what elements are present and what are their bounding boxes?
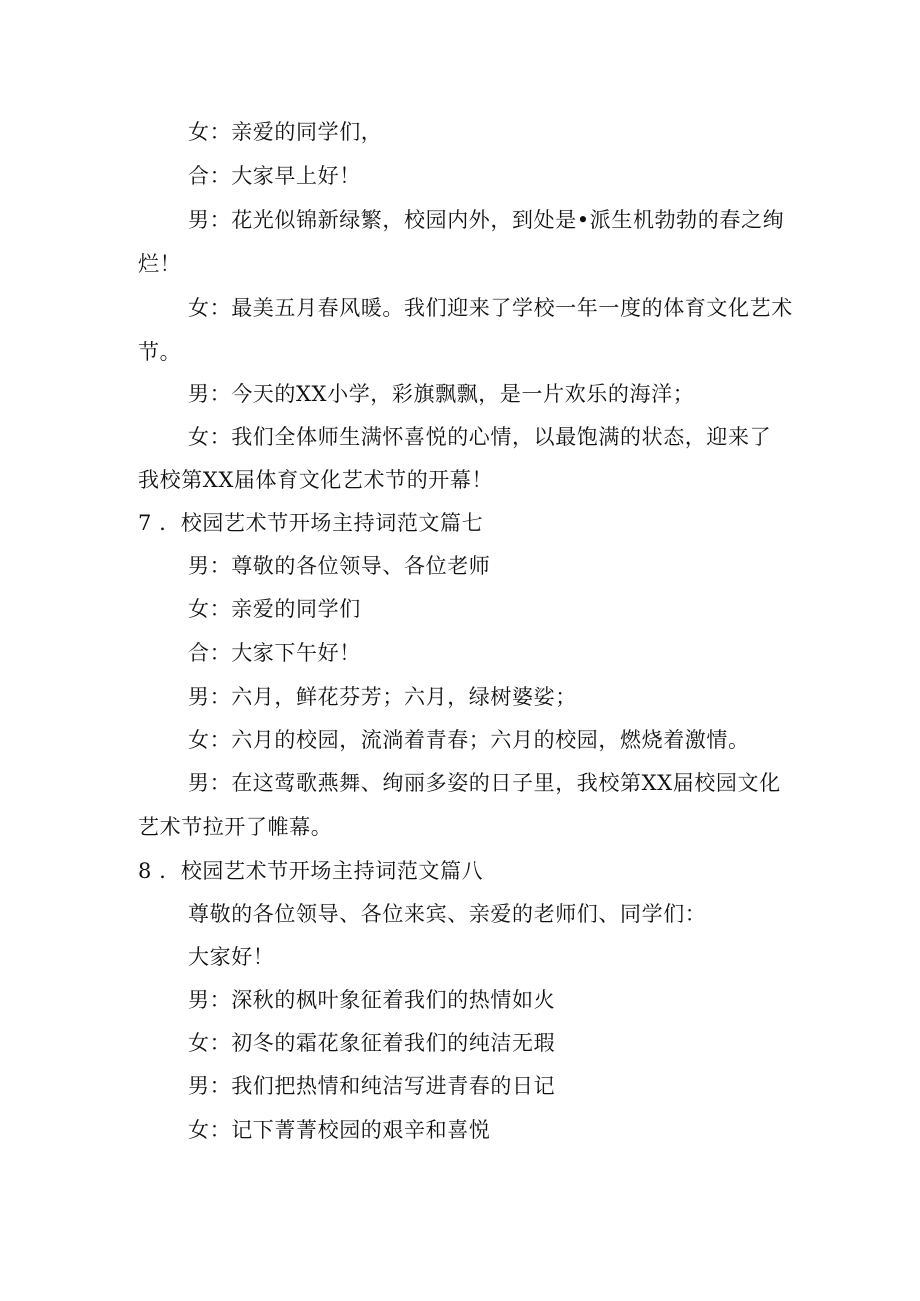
section-heading: 7 ．校园艺术节开场主持词范文篇七 <box>138 511 484 535</box>
dialogue-line: 男：今天的XX小学，彩旗飘飘，是一片欢乐的海洋； <box>188 382 695 406</box>
dialogue-line: 女：六月的校园，流淌着青春；六月的校园，燃烧着激情。 <box>188 728 750 752</box>
dialogue-line-continuation: 艺术节拉开了帷幕。 <box>138 815 333 839</box>
greeting-line: 尊敬的各位领导、各位来宾、亲爱的老师们、同学们： <box>188 902 707 926</box>
dialogue-line: 女：记下菁菁校园的艰辛和喜悦 <box>188 1118 491 1142</box>
dialogue-line: 合：大家早上好！ <box>188 164 361 188</box>
greeting-line: 大家好！ <box>188 945 275 969</box>
dialogue-line: 男：我们把热情和纯洁写进青春的日记 <box>188 1074 556 1098</box>
section-heading: 8 ．校园艺术节开场主持词范文篇八 <box>138 859 484 883</box>
dialogue-line: 男：在这莺歌燕舞、绚丽多姿的日子里，我校第XX届校园文化 <box>188 771 781 795</box>
dialogue-line-continuation: 节。 <box>138 340 182 364</box>
dialogue-line: 男：深秋的枫叶象征着我们的热情如火 <box>188 988 556 1012</box>
dialogue-line: 女：我们全体师生满怀喜悦的心情，以最饱满的状态，迎来了 <box>188 425 772 449</box>
dialogue-line: 男：六月，鲜花芬芳；六月，绿树婆娑； <box>188 685 577 709</box>
dialogue-line: 女：最美五月春风暖。我们迎来了学校一年一度的体育文化艺术 <box>188 296 793 320</box>
dialogue-line: 合：大家下午好！ <box>188 641 361 665</box>
dialogue-line: 女：亲爱的同学们， <box>188 120 383 144</box>
dialogue-line: 男：花光似锦新绿繁，校园内外，到处是•派生机勃勃的春之绚 <box>188 208 785 232</box>
dialogue-line-continuation: 我校第XX届体育文化艺术节的开幕！ <box>138 468 494 492</box>
dialogue-line: 男：尊敬的各位领导、各位老师 <box>188 554 491 578</box>
dialogue-line-continuation: 烂！ <box>138 252 182 276</box>
dialogue-line: 女：初冬的霜花象征着我们的纯洁无瑕 <box>188 1031 556 1055</box>
dialogue-line: 女：亲爱的同学们 <box>188 597 361 621</box>
